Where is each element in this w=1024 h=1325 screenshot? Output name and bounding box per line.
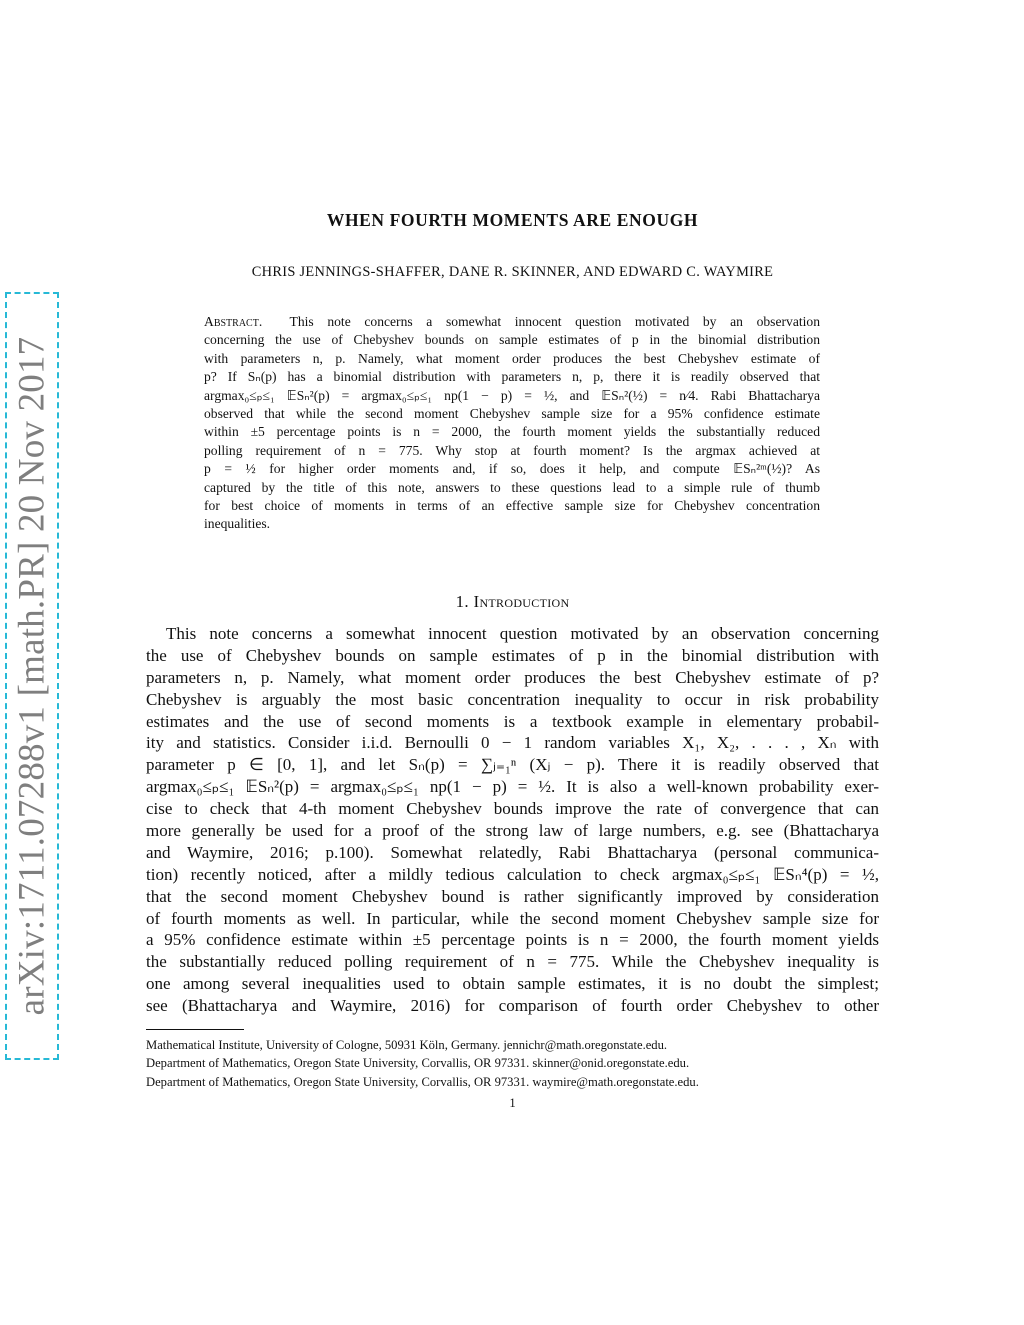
section-title: Introduction (473, 592, 570, 611)
footnote-affiliation: Mathematical Institute, University of Cologne, 50931 Köln, Germany. jennichr@math.oregonstate.edu. (146, 1038, 668, 1052)
abstract-line: argmax₀≤ₚ≤₁ 𝔼Sₙ²(p) = argmax₀≤ₚ≤₁ np(1 − p) = ½, and 𝔼Sₙ²(½) = n⁄4. Rabi Bhattacharya (204, 387, 820, 403)
body-line: This note concerns a somewhat innocent question motivated by an observation concerning (166, 624, 879, 643)
abstract-line: captured by the title of this note, answers to these questions lead to a simple rule of thumb (204, 479, 820, 495)
body-line: and Waymire, 2016; p.100). Somewhat relatedly, Rabi Bhattacharya (personal communica- (146, 842, 879, 862)
abstract-line: p = ½ for higher order moments and, if so, does it help, and compute 𝔼Sₙ²ᵐ(½)? As (204, 461, 820, 477)
paper-authors: CHRIS JENNINGS-SHAFFER, DANE R. SKINNER, AND EDWARD C. WAYMIRE (251, 264, 774, 280)
body-line: that the second moment Chebyshev bound is rather significantly improved by consideration (146, 886, 879, 906)
body-line: more generally be used for a proof of the strong law of large numbers, e.g. see (Bhattacharya (146, 821, 879, 841)
body-line: estimates and the use of second moments is a textbook example in elementary probabil- (146, 711, 879, 731)
page-number: 1 (509, 1096, 516, 1110)
body-line: parameters n, p. Namely, what moment order produces the best Chebyshev estimate of p? (146, 667, 879, 687)
paper-title: WHEN FOURTH MOMENTS ARE ENOUGH (326, 210, 699, 230)
abstract-line: observed that while the second moment Chebyshev sample size for a 95% confidence estimate (204, 405, 820, 421)
section-number: 1. (455, 592, 469, 611)
abstract-line: p? If Sₙ(p) has a binomial distribution with parameters n, p, there it is readily observed that (204, 369, 820, 385)
abstract-line: for best choice of moments in terms of an effective sample size for Chebyshev concentration (204, 497, 820, 513)
body-line: tion) recently noticed, after a mildly tedious calculation to check argmax₀≤ₚ≤₁ 𝔼Sₙ⁴(p) = ½, (146, 864, 879, 884)
body-line: argmax₀≤ₚ≤₁ 𝔼Sₙ²(p) = argmax₀≤ₚ≤₁ np(1 − p) = ½. It is also a well-known probability exer- (146, 777, 879, 797)
abstract-line: polling requirement of n = 775. Why stop at fourth moment? Is the argmax achieved at (204, 442, 820, 458)
body-line: one among several inequalities used to obtain sample estimates, it is no doubt the simplest; (146, 974, 879, 994)
abstract-label: Abstract. (204, 314, 263, 329)
abstract-line: with parameters n, p. Namely, what moment order produces the best Chebyshev estimate of (204, 350, 820, 366)
abstract-line: Abstract. This note concerns a somewhat innocent question motivated by an observation (204, 314, 820, 329)
body-line: parameter p ∈ [0, 1], and let Sₙ(p) = ∑ⱼ₌₁ⁿ (Xⱼ − p). There it is readily observed that (146, 755, 879, 775)
introduction-body (146, 623, 879, 1017)
arxiv-stamp-text: arXiv:1711.07288v1 [math.PR] 20 Nov 2017 (11, 336, 53, 1016)
abstract (204, 313, 820, 534)
body-line: cise to check that 4-th moment Chebyshev bounds improve the rate of convergence that can (146, 799, 879, 819)
body-line: see (Bhattacharya and Waymire, 2016) for comparison of fourth order Chebyshev to other (146, 996, 879, 1016)
body-line: of fourth moments as well. In particular, while the second moment Chebyshev sample size for (146, 908, 879, 928)
footnotes (146, 1036, 879, 1091)
footnote-affiliation: Department of Mathematics, Oregon State University, Corvallis, OR 97331. skinner@onid.oregonstate.edu. (146, 1056, 690, 1071)
footnote-rule (146, 1029, 244, 1030)
abstract-line: within ±5 percentage points is n = 2000, the fourth moment yields the substantially reduced (204, 424, 820, 440)
abstract-line: concerning the use of Chebyshev bounds on sample estimates of p in the binomial distribution (204, 332, 820, 348)
body-line: ity and statistics. Consider i.i.d. Bernoulli 0 − 1 random variables X₁, X₂, . . . , Xₙ with (146, 733, 879, 753)
abstract-line: inequalities. (204, 516, 271, 532)
body-line: Chebyshev is arguably the most basic concentration inequality to occur in risk probability (146, 689, 879, 709)
section-heading (146, 592, 879, 612)
footnote-affiliation: Department of Mathematics, Oregon State University, Corvallis, OR 97331. waymire@math.oregonstate.edu. (146, 1074, 699, 1089)
body-line: the substantially reduced polling requirement of n = 775. While the Chebyshev inequality is (146, 952, 879, 972)
arxiv-stamp (5, 292, 59, 1060)
body-line: the use of Chebyshev bounds on sample estimates of p in the binomial distribution with (146, 645, 879, 665)
body-line: a 95% confidence estimate within ±5 percentage points is n = 2000, the fourth moment yields (146, 930, 879, 950)
